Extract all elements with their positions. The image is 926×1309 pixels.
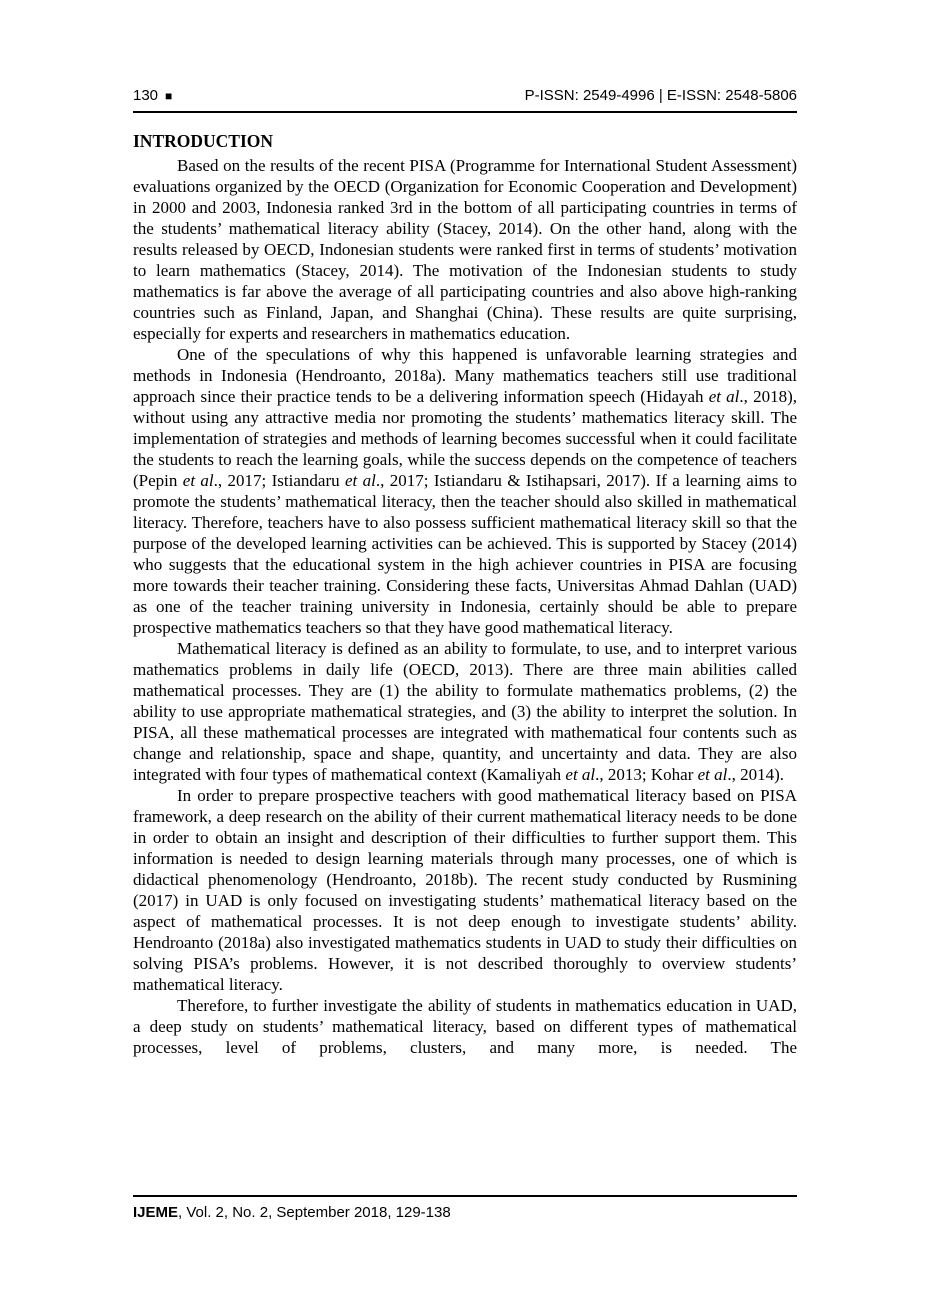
body-paragraph: Based on the results of the recent PISA (Programme for International Student Assessment) evaluations organized by the OECD (Organization for Economic Cooperation and Development) in 2000 and 2003, Indonesia ranked 3rd in the bottom of all participating countries in terms of the students’ mathematical literacy ability (Stacey, 2014). On the other hand, along with the results released by OECD, Indonesian students were ranked first in terms of students’ motivation to learn mathematics (Stacey, 2014). The motivation of the Indonesian students to study mathematics is far above the average of all participating countries and also above high-ranking countries such as Finland, Japan, and Shanghai (China). These results are quite surprising, especially for experts and researchers in mathematics education. [133, 156, 797, 343]
page-number: 130 [133, 87, 159, 104]
header-rule [133, 111, 797, 113]
section-title: INTRODUCTION [133, 131, 274, 151]
footer-rule [133, 1195, 797, 1197]
page-header [133, 87, 797, 104]
page-number-block [133, 87, 172, 104]
journal-name: IJEME [133, 1204, 179, 1221]
header-square-icon: ■ [165, 88, 173, 103]
footer-citation-rest: , Vol. 2, No. 2, September 2018, 129-138 [178, 1204, 451, 1221]
body-paragraph: Therefore, to further investigate the ability of students in mathematics education in UAD, a deep study on students’ mathematical literacy, based on different types of mathematical processes, level of problems, clusters, and many more, is needed. The [133, 996, 797, 1057]
body-paragraph: One of the speculations of why this happened is unfavorable learning strategies and methods in Indonesia (Hendroanto, 2018a). Many mathematics teachers still use traditional approach since their practice tends to be a delivering information speech (Hidayah et al., 2018), without using any attractive media nor promoting the students’ mathematics literacy skill. The implementation of strategies and methods of learning becomes successful when it could facilitate the students to reach the learning goals, while the success depends on the competence of teachers (Pepin et al., 2017; Istiandaru et al., 2017; Istiandaru & Istihapsari, 2017). If a learning aims to promote the students’ mathematical literacy, then the teacher should also skilled in mathematical literacy. Therefore, teachers have to also possess sufficient mathematical literacy skill so that the purpose of the developed learning activities can be achieved. This is supported by Stacey (2014) who suggests that the educational system in the high achiever countries in PISA are focusing more towards their teacher training. Considering these facts, Universitas Ahmad Dahlan (UAD) as one of the teacher training university in Indonesia, certainly should be able to prepare prospective mathematics teachers so that they have good mathematical literacy. [133, 345, 797, 637]
footer-citation [133, 1204, 797, 1222]
article-body [133, 155, 797, 1058]
body-paragraph: Mathematical literacy is defined as an ability to formulate, to use, and to interpret various mathematics problems in daily life (OECD, 2013). There are three main abilities called mathematical processes. They are (1) the ability to formulate mathematics problems, (2) the ability to use appropriate mathematical strategies, and (3) the ability to interpret the solution. In PISA, all these mathematical processes are integrated with mathematical four contents such as change and relationship, space and shape, quantity, and uncertainty and data. They are also integrated with four types of mathematical context (Kamaliyah et al., 2013; Kohar et al., 2014). [133, 639, 797, 784]
issn-text: P-ISSN: 2549-4996 | E-ISSN: 2548-5806 [524, 87, 797, 104]
body-paragraph: In order to prepare prospective teachers with good mathematical literacy based on PISA framework, a deep research on the ability of their current mathematical literacy needs to be done in order to obtain an insight and description of their difficulties to further support them. This information is needed to design learning materials through many processes, one of which is didactical phenomenology (Hendroanto, 2018b). The recent study conducted by Rusmining (2017) in UAD is only focused on investigating students’ mathematical literacy based on the aspect of mathematical processes. It is not deep enough to investigate students’ ability. Hendroanto (2018a) also investigated mathematics students in UAD to study their difficulties on solving PISA’s problems. However, it is not described thoroughly to overview students’ mathematical literacy. [133, 786, 797, 994]
